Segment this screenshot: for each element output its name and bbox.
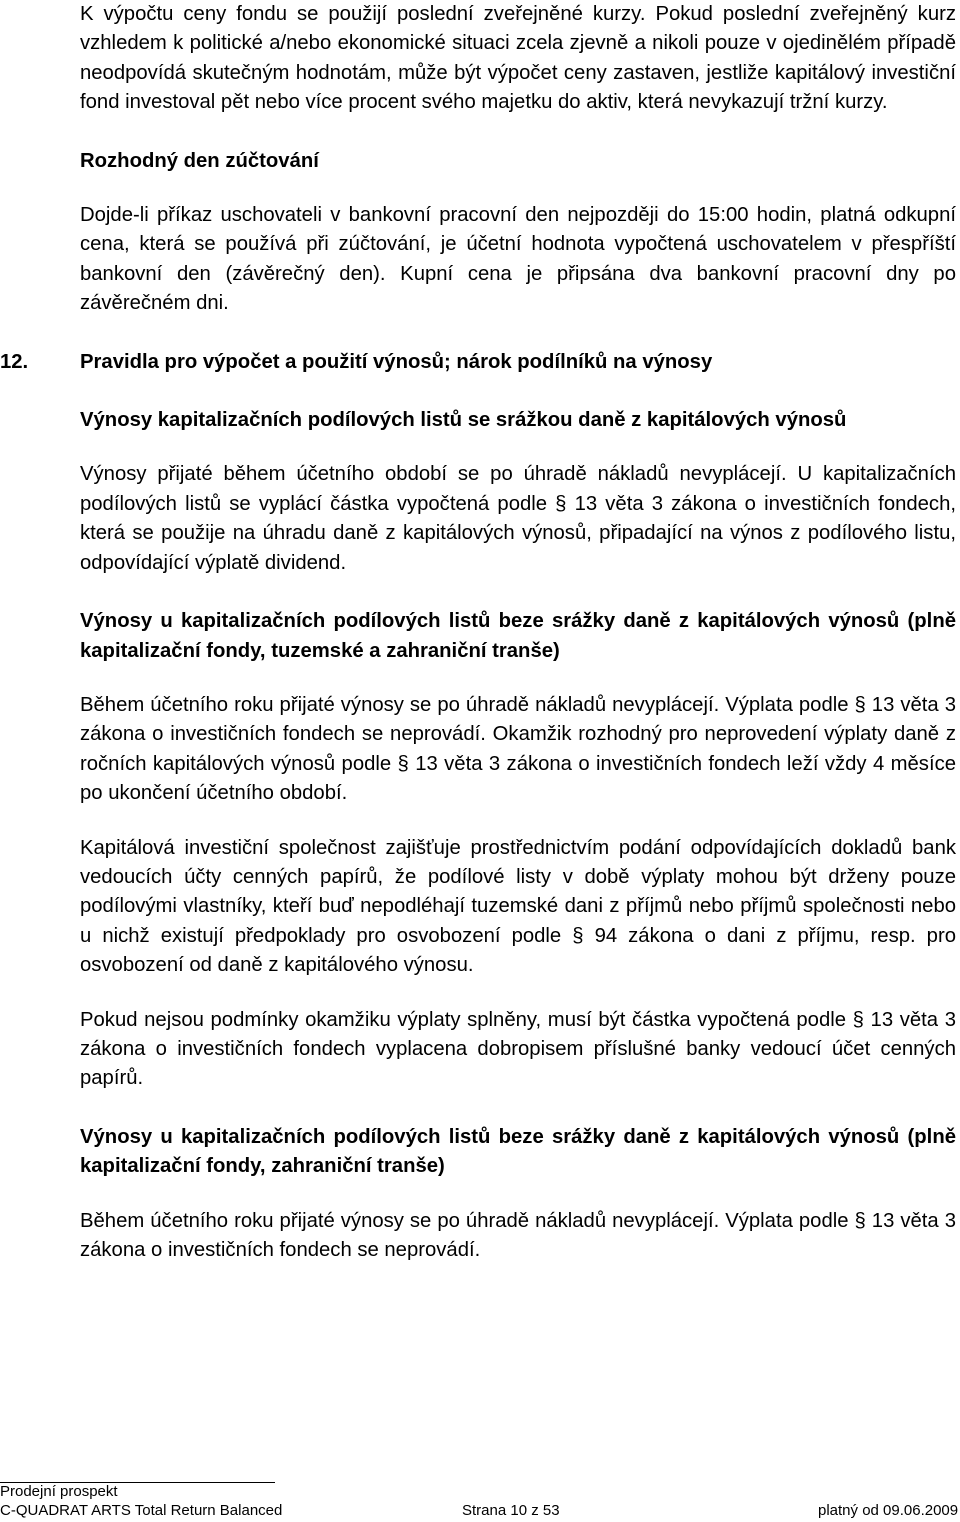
section-heading-12	[0, 348, 956, 377]
paragraph-no-tax-payout: Během účetního roku přijaté výnosy se po úhradě nákladů nevyplácejí. Výplata podle § 13 věta 3 zákona o investičních fondech se neprovádí. Okamžik rozhodný pro neprovedení výplaty daně z ročních kapitálových výnosů podle § 13 věta 3 zákona o investičních fondech leží vždy 4 měsíce po ukončení účetního období.	[80, 693, 956, 805]
section-number: 12.	[0, 350, 29, 373]
paragraph-price-calculation: K výpočtu ceny fondu se použijí poslední zveřejněné kurzy. Pokud poslední zveřejněný kurz vzhledem k politické a/nebo ekonomické situaci zcela zjevně a nikoli pouze v ojedinělém případě neodpovídá skutečným hodnotám, může být výpočet ceny zastaven, jestliže kapitálový investiční fond investoval pět nebo více procent svého majetku do aktiv, která nevykazují tržní kurzy.	[80, 3, 956, 114]
heading-cap-with-tax: Výnosy kapitalizačních podílových listů se srážkou daně z kapitálových výnosů	[80, 409, 847, 432]
footer-valid-from: platný od 09.06.2009	[818, 1502, 959, 1519]
footer-doc-type: Prodejní prospekt	[0, 1483, 118, 1500]
paragraph-no-tax-foreign: Během účetního roku přijaté výnosy se po úhradě nákladů nevyplácejí. Výplata podle § 13 věta 3 zákona o investičních fondech se neprovádí.	[80, 1209, 956, 1261]
heading-cap-no-tax-foreign: Výnosy u kapitalizačních podílových listů beze srážky daně z kapitálových výnosů (plně kapitalizační fondy, zahraniční tranše)	[80, 1125, 956, 1178]
paragraph-payout-conditions: Pokud nejsou podmínky okamžiku výplaty splněny, musí být částka vypočtená podle § 13 věta 3 zákona o investičních fondech vyplacena dobropisem příslušné banky vedoucí účet cenných papírů.	[80, 1008, 956, 1090]
heading-settlement-day: Rozhodný den zúčtování	[80, 149, 319, 172]
footer-fund-name: C-QUADRAT ARTS Total Return Balanced	[0, 1502, 283, 1519]
paragraph-cap-with-tax: Výnosy přijaté během účetního období se po úhradě nákladů nevyplácejí. U kapitalizačních podílových listů se vyplácí částka vypočtená podle § 13 věta 3 zákona o investičních fondech, která se použije na úhradu daně z kapitálových výnosů, připadající na výnos z podílového listu, odpovídající výplatě dividend.	[80, 463, 956, 574]
heading-cap-no-tax-domestic: Výnosy u kapitalizačních podílových listů beze srážky daně z kapitálových výnosů (plně kapitalizační fondy, tuzemské a zahraniční tranše)	[80, 610, 956, 662]
section-title: Pravidla pro výpočet a použití výnosů; nárok podílníků na výnosy	[80, 350, 713, 373]
paragraph-settlement-day: Dojde-li příkaz uschovateli v bankovní pracovní den nejpozději do 15:00 hodin, platná odkupní cena, která se používá při zúčtování, je účetní hodnota vypočtená uschovatelem v přespříští bankovní den (závěrečný den). Kupní cena je připsána dva bankovní pracovní dny po závěrečném dni.	[80, 204, 956, 315]
footer-page-number: Strana 10 z 53	[462, 1502, 560, 1519]
paragraph-investment-company-documents: Kapitálová investiční společnost zajišťuje prostřednictvím podání odpovídajících dokladů bank vedoucích účty cenných papírů, že podílové listy v době výplaty mohou být drženy pouze podílovými vlastníky, kteří buď nepodléhají tuzemské dani z příjmů nebo příjmů společnosti nebo u nichž existují předpoklady pro osvobození podle § 94 zákona o dani z příjmu, resp. pro osvobození od daně z kapitálového výnosu.	[80, 836, 956, 977]
